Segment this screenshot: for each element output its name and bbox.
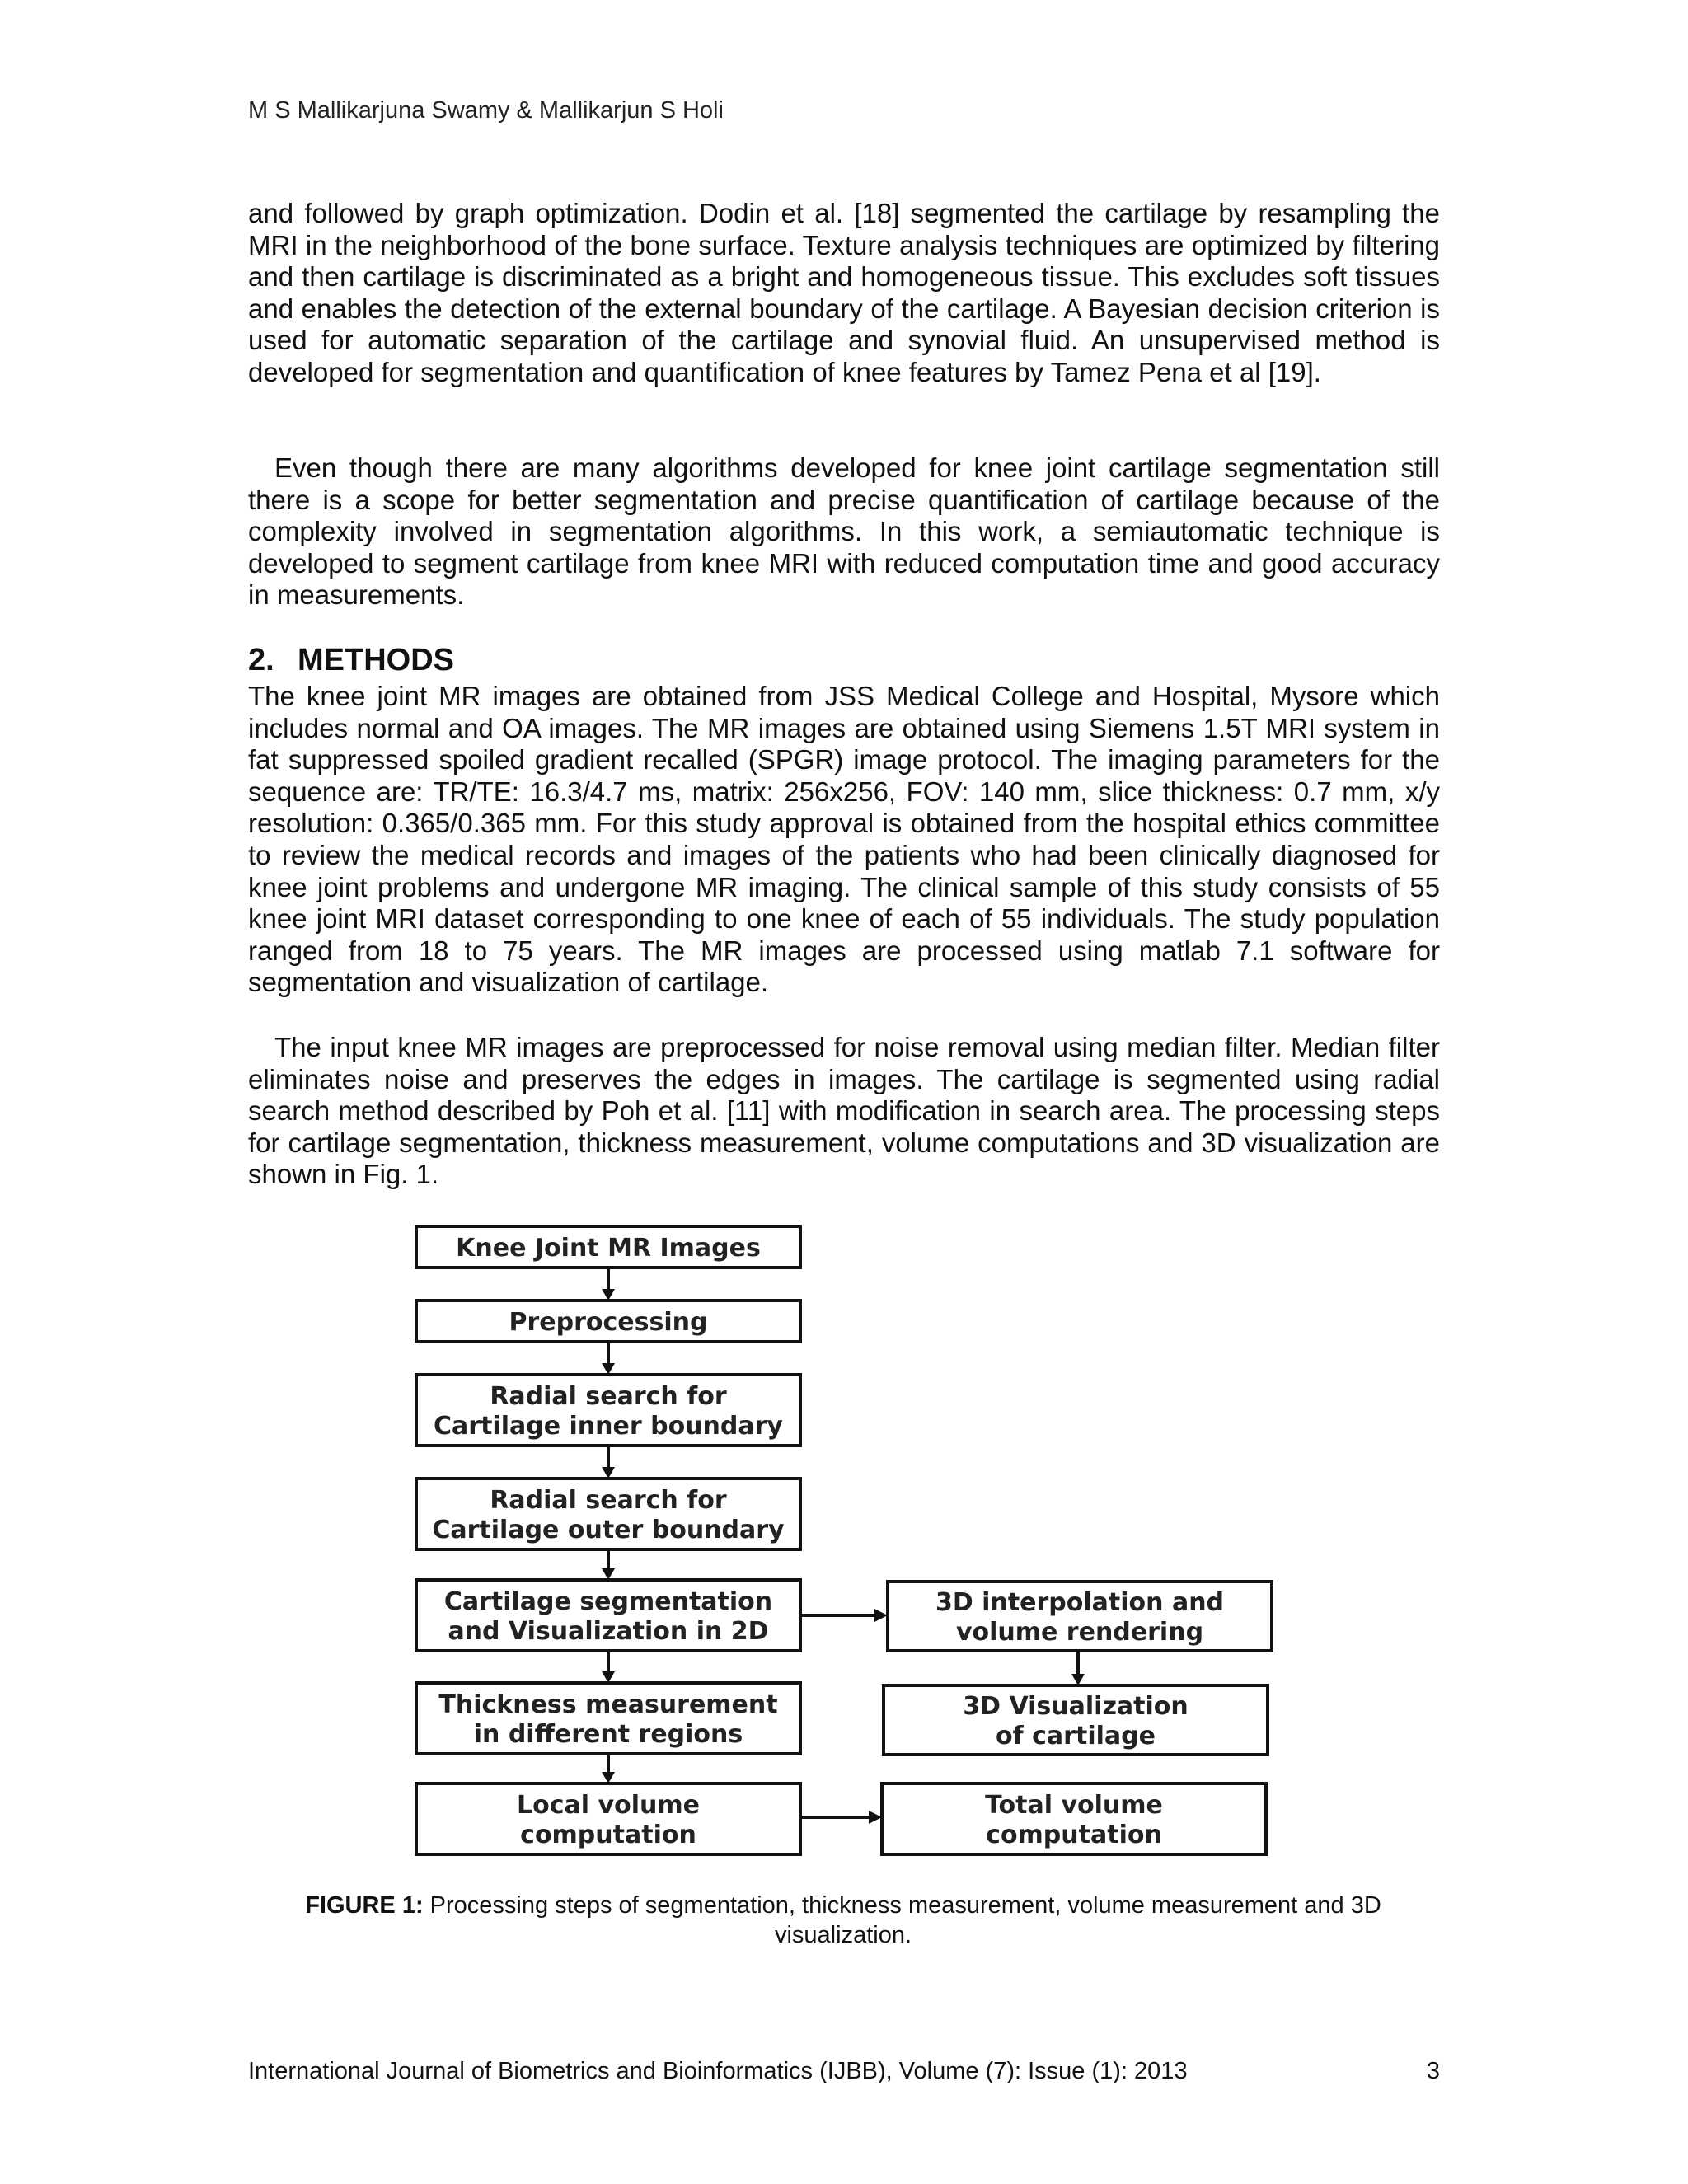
flow-arrow-2 <box>602 1342 615 1375</box>
flow-box-local-volume-line2: computation <box>520 1821 696 1849</box>
page-footer <box>248 2058 1440 2085</box>
flow-box-3d-interpolation-line2: volume rendering <box>955 1618 1204 1647</box>
flow-box-segmentation-2d-line1: Cartilage segmentation <box>443 1587 773 1616</box>
paragraph-2: Even though there are many algorithms developed for knee joint cartilage segmentation still there is a scope for better segmentation and precise quantification of cartilage because of the complexity involved in segmentation algorithms. In this work, a semiautomatic technique is developed to segment cartilage from knee MRI with reduced computation time and good accuracy in measurements. <box>248 452 1440 611</box>
flow-box-outer-boundary-line2: Cartilage outer boundary <box>432 1516 785 1544</box>
flow-box-3d-visualization-line2: of cartilage <box>996 1722 1156 1750</box>
flow-box-thickness <box>416 1683 800 1754</box>
section-heading <box>248 643 454 678</box>
flow-box-3d-interpolation-line1: 3D interpolation and <box>935 1588 1225 1617</box>
flow-box-total-volume-line1: Total volume <box>985 1791 1163 1820</box>
flow-box-preprocessing-line1: Preprocessing <box>509 1308 708 1337</box>
flow-box-preprocessing <box>416 1301 800 1342</box>
flow-arrow-3d-interp-to-vis <box>1071 1651 1085 1685</box>
flow-box-mr-images <box>416 1226 800 1268</box>
flow-arrow-local-to-total <box>800 1811 882 1824</box>
flow-box-mr-images-line1: Knee Joint MR Images <box>456 1234 761 1263</box>
flow-box-inner-boundary-line1: Radial search for <box>490 1382 727 1411</box>
flow-box-total-volume-line2: computation <box>986 1821 1162 1849</box>
paragraph-1: and followed by graph optimization. Dodin et al. [18] segmented the cartilage by resampling the MRI in the neighborhood of the bone surface. Texture analysis techniques are optimized by filtering and then cartilage is discriminated as a bright and homogeneous tissue. This excludes soft tissues and enables the detection of the external boundary of the cartilage. A Bayesian decision criterion is used for automatic separation of the cartilage and synovial fluid. An unsupervised method is developed for segmentation and quantification of knee features by Tamez Pena et al [19]. <box>248 198 1440 387</box>
figure-caption <box>247 1891 1439 1950</box>
flow-box-3d-interpolation <box>888 1582 1272 1651</box>
figure-caption-text: Processing steps of segmentation, thickness measurement, volume measurement and 3D visualization. <box>423 1892 1381 1948</box>
flow-arrow-3 <box>602 1446 615 1479</box>
flow-box-outer-boundary <box>416 1479 800 1549</box>
flow-box-local-volume-line1: Local volume <box>517 1791 700 1820</box>
flow-arrow-4 <box>602 1549 615 1580</box>
flow-box-outer-boundary-line1: Radial search for <box>490 1486 727 1515</box>
running-header: M S Mallikarjuna Swamy & Mallikarjun S Holi <box>248 97 724 124</box>
figure-caption-label: FIGURE 1: <box>305 1892 424 1919</box>
section-title: METHODS <box>298 643 454 677</box>
footer-journal: International Journal of Biometrics and Bioinformatics (IJBB), Volume (7): Issue (1): 2013 <box>248 2058 1188 2084</box>
page-number: 3 <box>1426 2058 1440 2084</box>
section-number: 2. <box>248 643 274 677</box>
flow-box-segmentation-2d-line2: and Visualization in 2D <box>448 1617 769 1646</box>
flow-box-inner-boundary <box>416 1375 800 1446</box>
flow-arrow-1 <box>602 1268 615 1301</box>
flow-arrow-5 <box>602 1651 615 1683</box>
methods-paragraph-2: The input knee MR images are preprocessed for noise removal using median filter. Median filter eliminates noise and preserves the edges in images. The cartilage is segmented using radial search method described by Poh et al. [11] with modification in search area. The processing steps for cartilage segmentation, thickness measurement, volume computations and 3D visualization are shown in Fig. 1. <box>248 1032 1440 1190</box>
flow-arrow-6 <box>602 1754 615 1783</box>
flow-box-segmentation-2d <box>416 1580 800 1651</box>
flow-box-3d-visualization-line1: 3D Visualization <box>963 1692 1189 1721</box>
flow-box-3d-visualization <box>884 1685 1268 1755</box>
flow-arrow-2d-to-3d <box>800 1609 888 1622</box>
flow-box-thickness-line1: Thickness measurement <box>438 1690 778 1719</box>
flow-box-local-volume <box>416 1783 800 1854</box>
flow-box-total-volume <box>882 1783 1266 1854</box>
methods-paragraph-1: The knee joint MR images are obtained from JSS Medical College and Hospital, Mysore which includes normal and OA images. The MR images are obtained using Siemens 1.5T MRI system in fat suppressed spoiled gradient recalled (SPGR) image protocol. The imaging parameters for the sequence are: TR/TE: 16.3/4.7 ms, matrix: 256x256, FOV: 140 mm, slice thickness: 0.7 mm, x/y resolution: 0.365/0.365 mm. For this study approval is obtained from the hospital ethics committee to review the medical records and images of the patients who had been clinically diagnosed for knee joint problems and undergone MR imaging. The clinical sample of this study consists of 55 knee joint MRI dataset corresponding to one knee of each of 55 individuals. The study population ranged from 18 to 75 years. The MR images are processed using matlab 7.1 software for segmentation and visualization of cartilage. <box>248 681 1440 998</box>
flow-box-inner-boundary-line2: Cartilage inner boundary <box>434 1412 783 1441</box>
flow-box-thickness-line2: in different regions <box>473 1720 743 1749</box>
